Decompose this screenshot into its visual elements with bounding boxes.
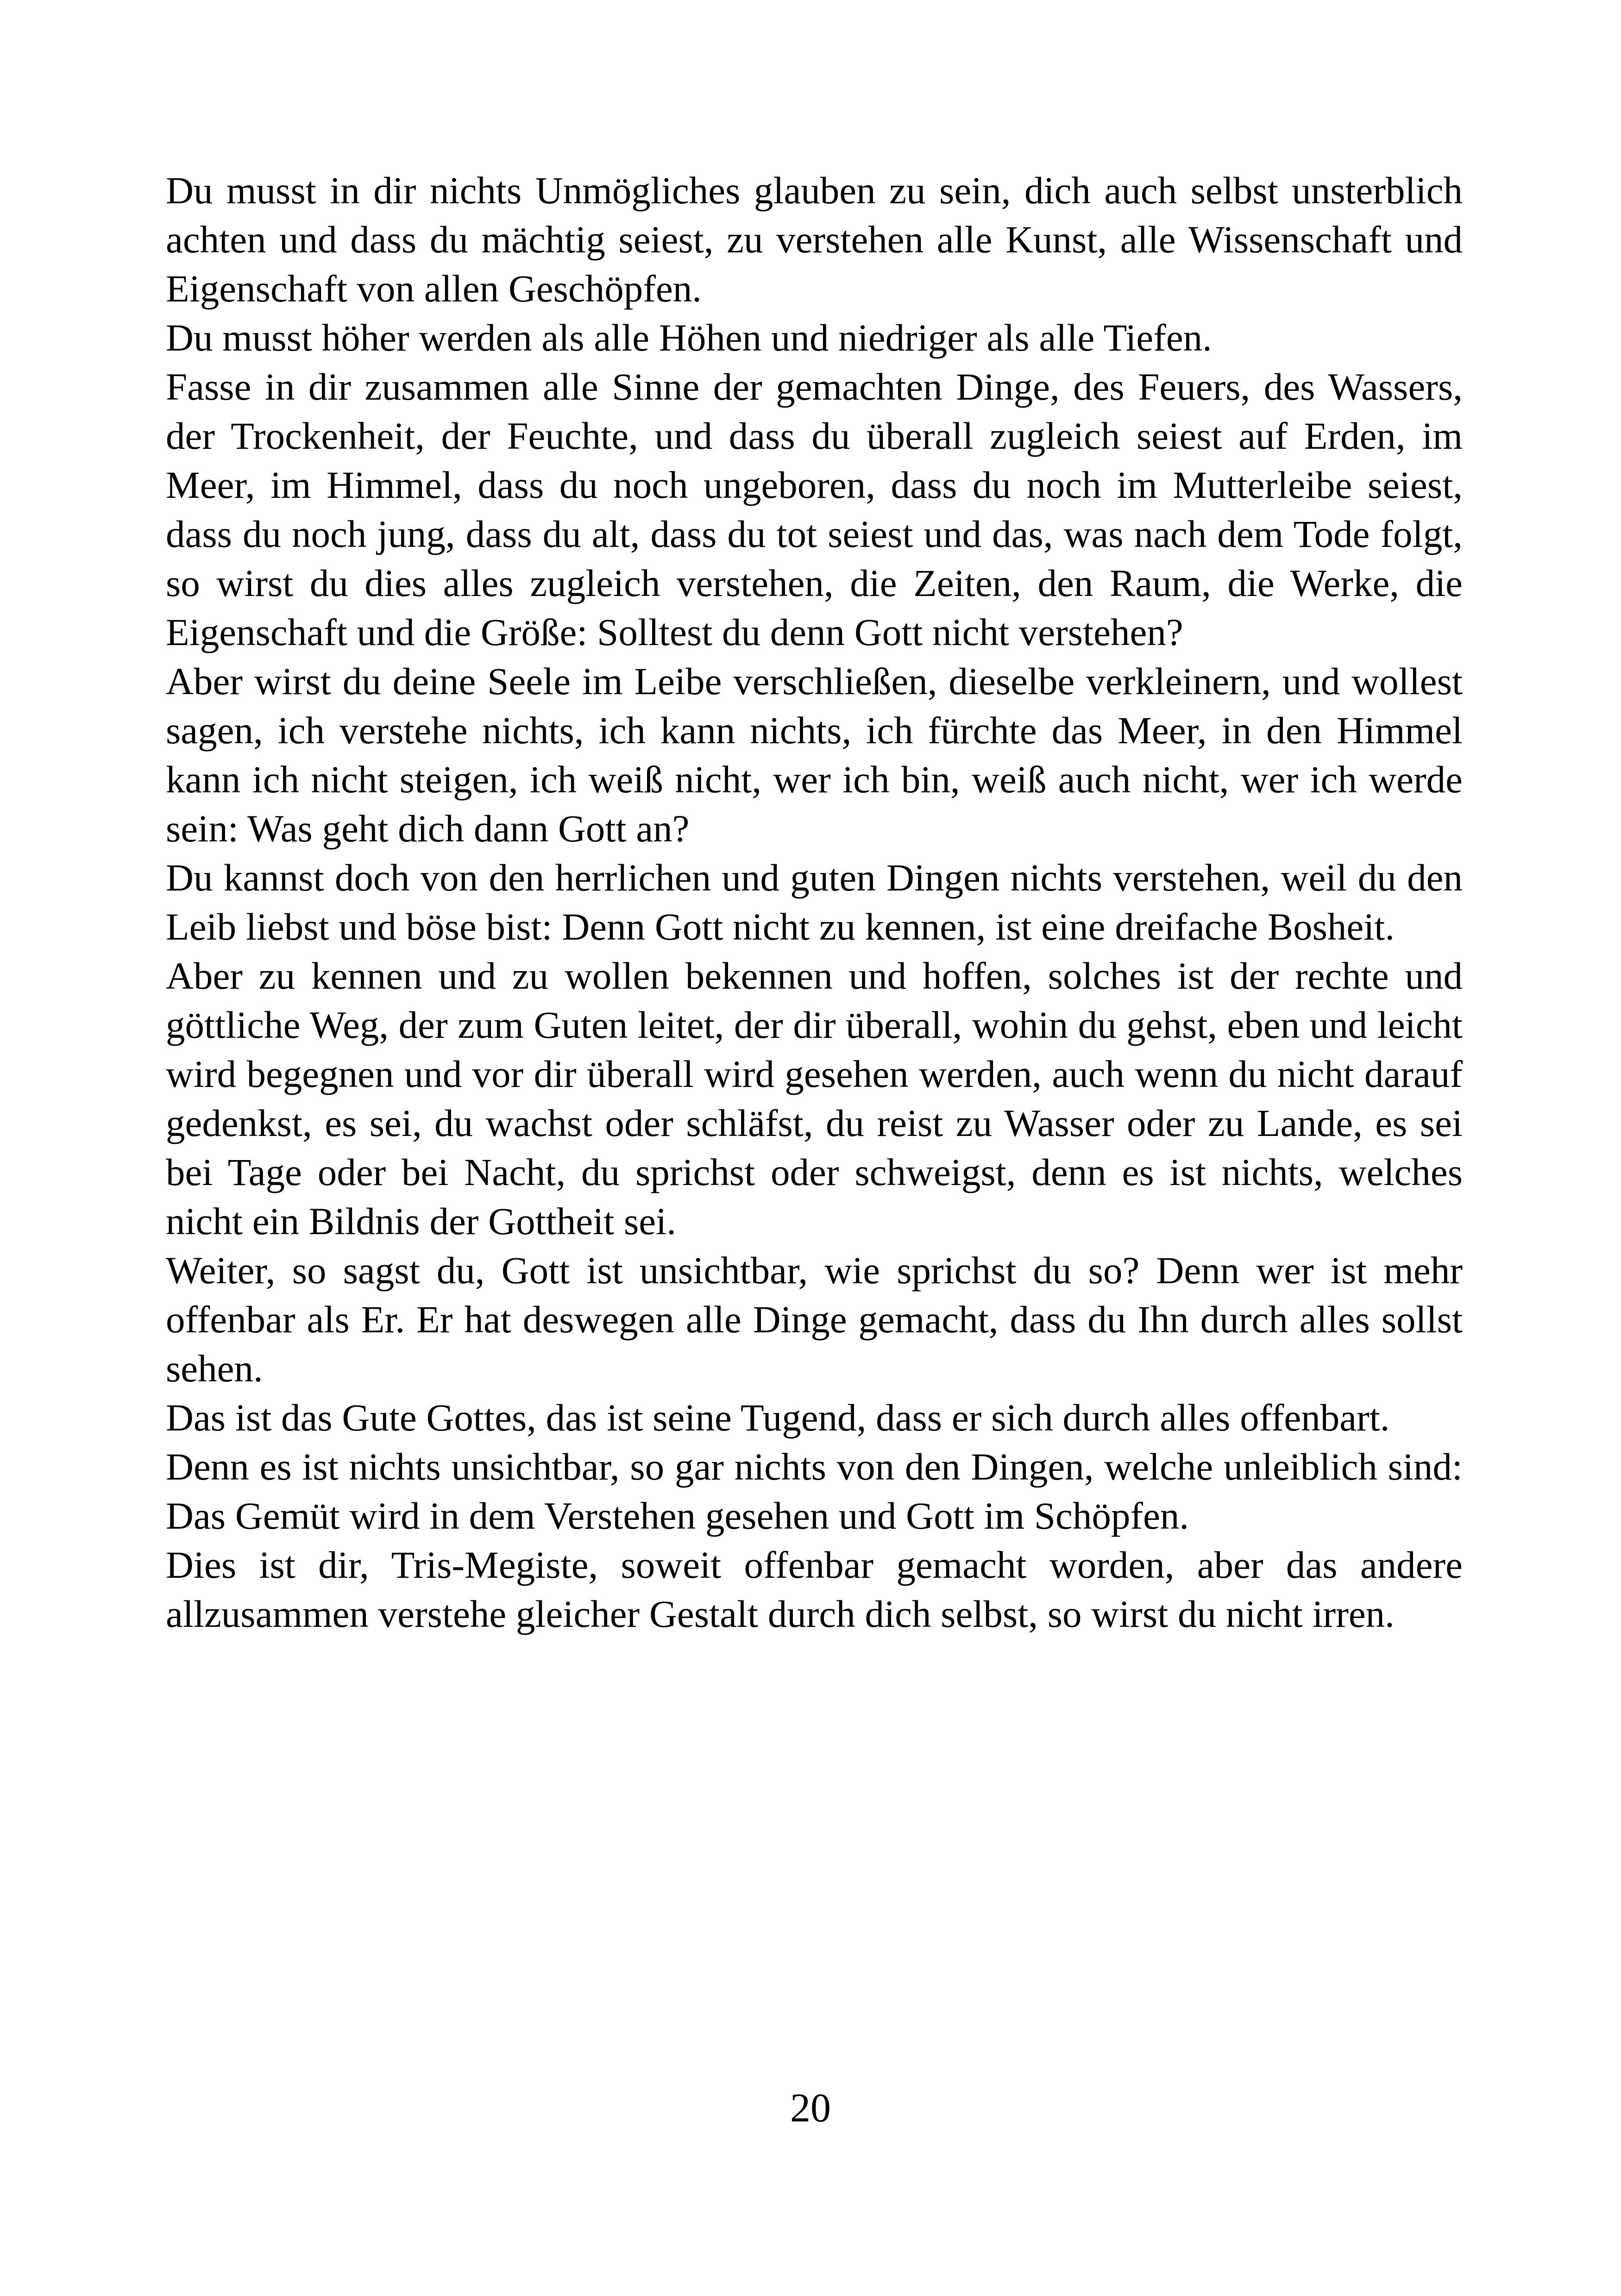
paragraph: Du musst höher werden als alle Höhen und niedriger als alle Tiefen. (166, 316, 1212, 359)
page-number: 20 (790, 2086, 831, 2131)
body-text (166, 166, 1463, 1638)
paragraph: Das ist das Gute Gottes, das ist seine Tugend, dass er sich durch alles offenbart. (166, 1396, 1390, 1439)
paragraph: Dies ist dir, Tris-Megiste, soweit offenbar gemacht worden, aber das andere allzusammen verstehe gleicher Gestalt durch dich selbst, so wirst du nicht irren. (166, 1543, 1463, 1635)
paragraph: Du musst in dir nichts Unmögliches glauben zu sein, dich auch selbst unsterblich achten und dass du mächtig seiest, zu verstehen alle Kunst, alle Wissenschaft und Eigenschaft von allen Geschöpfen. (166, 169, 1463, 310)
paragraph: Du kannst doch von den herrlichen und guten Dingen nichts verstehen, weil du den Leib liebst und böse bist: Denn Gott nicht zu kennen, ist eine dreifache Bosheit. (166, 856, 1463, 948)
paragraph: Denn es ist nichts unsichtbar, so gar nichts von den Dingen, welche unleiblich sind: Das Gemüt wird in dem Verstehen gesehen und Gott im Schöpfen. (166, 1445, 1463, 1537)
paragraph: Fasse in dir zusammen alle Sinne der gemachten Dinge, des Feuers, des Wassers, der Trockenheit, der Feuchte, und dass du überall zugleich seiest auf Erden, im Meer, im Himmel, dass du noch ungeboren, dass du noch im Mutterleibe seiest, dass du noch jung, dass du alt, dass du tot seiest und das, was nach dem Tode folgt, so wirst du dies alles zugleich verstehen, die Zeiten, den Raum, die Werke, die Eigenschaft und die Größe: Solltest du denn Gott nicht verstehen? (166, 365, 1463, 653)
paragraph: Aber wirst du deine Seele im Leibe verschließen, dieselbe verkleinern, und wollest sagen, ich verstehe nichts, ich kann nichts, ich fürchte das Meer, in den Himmel kann ich nicht steigen, ich weiß nicht, wer ich bin, weiß auch nicht, wer ich werde sein: Was geht dich dann Gott an? (166, 660, 1463, 850)
paragraph: Aber zu kennen und zu wollen bekennen und hoffen, solches ist der rechte und göttliche Weg, der zum Guten leitet, der dir überall, wohin du gehst, eben und leicht wird begegnen und vor dir überall wird gesehen werden, auch wenn du nicht darauf gedenkst, es sei, du wachst oder schläfst, du reist zu Wasser oder zu Lande, es sei bei Tage oder bei Nacht, du sprichst oder schweigst, denn es ist nichts, welches nicht ein Bildnis der Gottheit sei. (166, 954, 1463, 1242)
paragraph: Weiter, so sagst du, Gott ist unsichtbar, wie sprichst du so? Denn wer ist mehr offenbar als Er. Er hat deswegen alle Dinge gemacht, dass du Ihn durch alles sollst sehen. (166, 1249, 1463, 1390)
